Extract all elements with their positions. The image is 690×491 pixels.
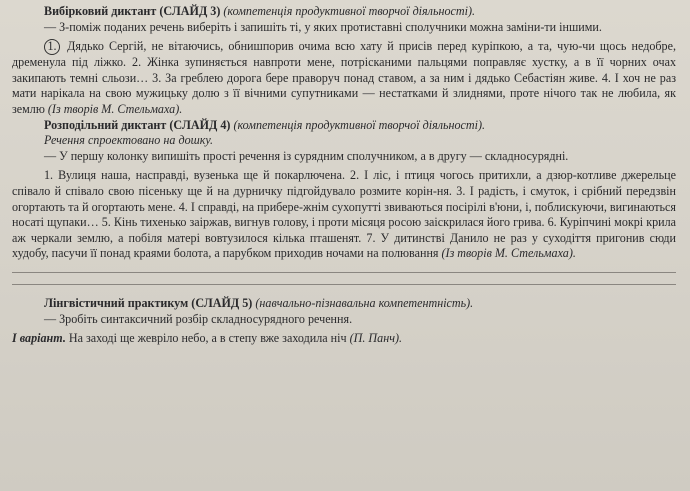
variant-source: (П. Панч). — [349, 331, 403, 346]
heading-title: Розподільний диктант (СЛАЙД 4) — [44, 117, 231, 132]
variant-line — [12, 331, 676, 347]
board-note — [12, 133, 676, 149]
heading-title: Вибірковий диктант (СЛАЙД 3) — [44, 4, 221, 18]
answer-line — [12, 272, 676, 273]
board-note-text: Речення спроектовано на дошку. — [44, 133, 214, 148]
exercise-text — [12, 39, 676, 117]
circled-number: 1. — [44, 39, 60, 55]
answer-line — [12, 284, 676, 285]
heading-competence: (компетенція продуктивної творчої діяльності). — [223, 4, 476, 18]
section-heading — [12, 118, 676, 134]
exercise-source: (Із творів М. Стельмаха). — [47, 101, 183, 116]
exercise-sentences: Дядько Сергій, не вітаючись, обнишпорив очима всю хату й присів перед куріпкою, а та, чую-чи щось недобре, дременула під ліжко. 2. Жінка зупиняється навпроти мене, потрісканими пальцями поправляє хустку, а в її чорних очах закипають темні сльози… 3. За греблею дорога бере праворуч понад ставом, а за ним і дядько Себастіян живе. 4. І хоч не раз мати нарікала на свою мужицьку долю з її вічними супутниками — нестатками й злиднями, проте нічого так не любила, як землю — [12, 39, 676, 116]
exercise-text — [12, 168, 676, 262]
section-heading — [12, 4, 676, 20]
exercise-source: (Із творів М. Стельмаха). — [441, 246, 576, 261]
heading-competence: (навчально-пізнавальна компетентність). — [255, 295, 474, 310]
variant-sentence: На заході ще жевріло небо, а в степу вже заходила ніч — [68, 331, 347, 346]
section-distribution-dictation — [12, 118, 676, 262]
task-instruction: — Зробіть синтаксичний розбір складносурядного речення. — [44, 311, 353, 326]
section-linguistic-practice — [12, 296, 676, 347]
section-heading — [12, 296, 676, 312]
task-instruction: — У першу колонку випишіть прості речення із сурядним сполучником, а в другу — складносурядні. — [44, 148, 569, 163]
heading-competence: (компетенція продуктивної творчої діяльності). — [233, 117, 486, 132]
heading-title: Лінгвістичний практикум (СЛАЙД 5) — [44, 295, 253, 310]
exercise-sentences: 1. Вулиця наша, насправді, вузенька ще й покарлючена. 2. І ліс, і птиця чогось притихли, а дзюр-котливе джерельце співало й співало свою пісеньку ще й на дурничку підгойдувало розмите корін-ня. 3. І радість, і смуток, і срібний передзвін огортають та й огортають мене. 4. І справді, на прибере-жнім сухопутті звиваються посірілі в'юни, і, поблискуючи, вигинаються носаті щупаки… 5. Кінь тихенько заіржав, вигнув голову, і проти місяця росою заіскрилася його грива. 6. Куріпчині мокрі крила аж черкали землю, а побіля матері вовтузилося кілька пташенят. 7. У дитинстві Данило не раз у суходіття пригонив сюди худобу, пасучи її понад краями болота, а парубком приходив ночами на полювання — [12, 168, 676, 261]
section-selective-dictation — [12, 4, 676, 118]
task-instruction: — З-поміж поданих речень виберіть і запишіть ті, у яких протиставні сполучники можна заміни-ти іншими. — [44, 19, 602, 34]
variant-label: І варіант. — [12, 331, 66, 346]
